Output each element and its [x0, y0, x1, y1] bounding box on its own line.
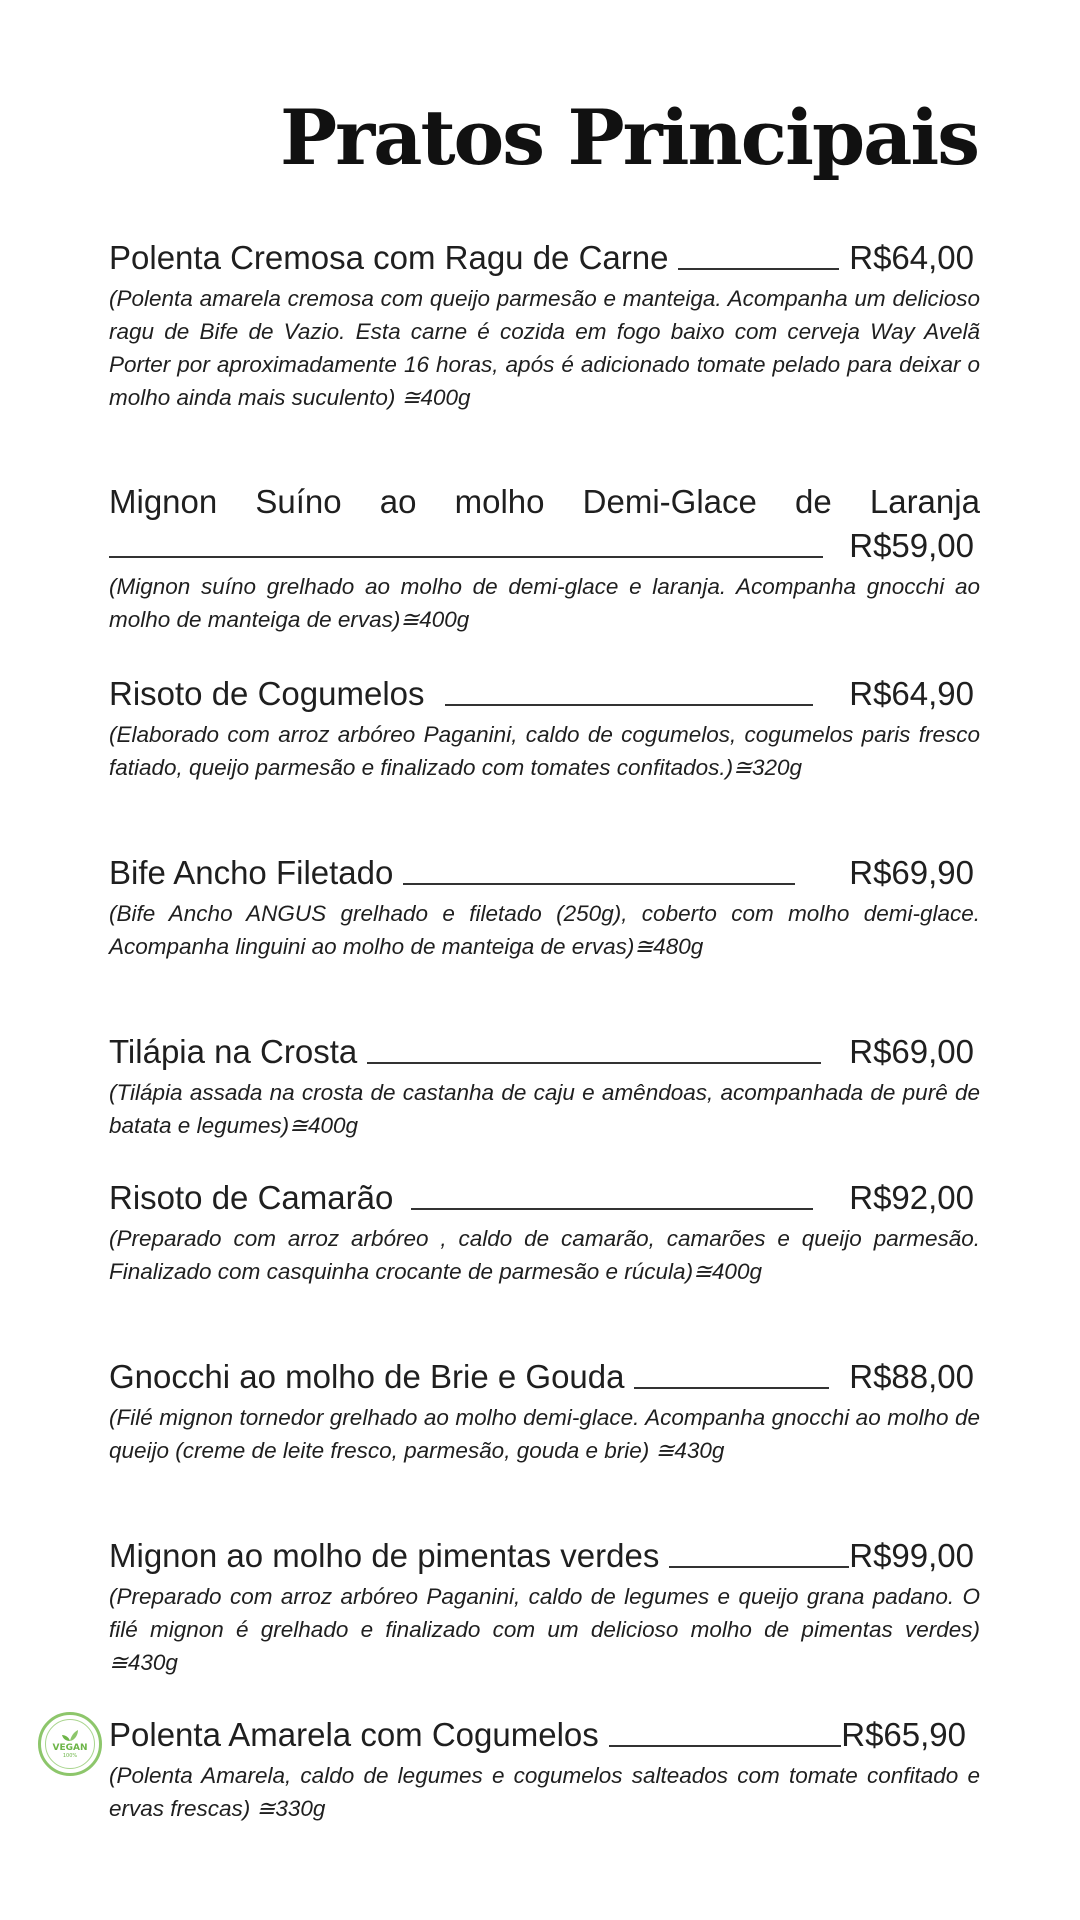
dish-price: R$59,00 [849, 527, 974, 564]
menu-item [109, 1713, 980, 1825]
dish-description: (Preparado com arroz arbóreo Paganini, caldo de legumes e queijo grana padano. O filé mignon é grelhado e finalizado com um delicioso molho de pimentas verdes) ≅430g [109, 1584, 980, 1675]
dish-description: (Filé mignon tornedor grelhado ao molho demi-glace. Acompanha gnocchi ao molho de queijo (creme de leite fresco, parmesão, gouda e brie) ≅430g [109, 1405, 980, 1463]
dotted-leader [609, 1745, 841, 1747]
menu-item [109, 236, 980, 414]
dish-name: Risoto de Camarão [109, 1179, 394, 1216]
vegan-label: VEGAN [52, 1743, 88, 1753]
menu-item-header [109, 1030, 980, 1074]
dish-name: Bife Ancho Filetado [109, 854, 394, 891]
menu-item-header [109, 1355, 980, 1399]
dotted-leader [109, 556, 823, 558]
menu-item-header [109, 1176, 980, 1220]
dish-name: Risoto de Cogumelos [109, 675, 425, 712]
dish-name: Gnocchi ao molho de Brie e Gouda [109, 1358, 625, 1395]
dotted-leader [678, 268, 839, 270]
dotted-leader [634, 1387, 829, 1389]
dish-price: R$64,90 [849, 675, 974, 712]
dish-price: R$69,90 [849, 854, 974, 891]
menu-item-header [109, 480, 980, 568]
dish-description: (Mignon suíno grelhado ao molho de demi-glace e laranja. Acompanha gnocchi ao molho de manteiga de ervas)≅400g [109, 574, 980, 632]
dish-price: R$92,00 [849, 1179, 974, 1216]
dish-price: R$64,00 [849, 239, 974, 276]
dish-description: (Elaborado com arroz arbóreo Paganini, caldo de cogumelos, cogumelos paris fresco fatiado, queijo parmesão e finalizado com tomates confitados.)≅320g [109, 722, 980, 780]
menu-item [109, 851, 980, 963]
dotted-leader [669, 1566, 849, 1568]
menu-item-header [109, 672, 980, 716]
menu-item-header [109, 851, 980, 895]
dish-name: Mignon ao molho de pimentas verdes [109, 1537, 660, 1574]
dish-price: R$88,00 [849, 1358, 974, 1395]
dish-name: Tilápia na Crosta [109, 1033, 358, 1070]
dish-name: Polenta Cremosa com Ragu de Carne [109, 239, 669, 276]
menu-item [109, 1355, 980, 1467]
dish-description: (Polenta amarela cremosa com queijo parmesão e manteiga. Acompanha um delicioso ragu de Bife de Vazio. Esta carne é cozida em fogo baixo com cerveja Way Avelã Porter por aproximadamente 16 horas, após é adicionado tomate pelado para deixar o molho ainda mais suculento) ≅400g [109, 286, 980, 410]
dish-description: (Tilápia assada na crosta de castanha de caju e amêndoas, acompanhada de purê de batata e legumes)≅400g [109, 1080, 980, 1138]
dotted-leader [445, 704, 814, 706]
menu-item [109, 1534, 980, 1679]
menu-item-header [109, 1534, 980, 1578]
dish-name: Mignon Suíno ao molho Demi-Glace de Laranja [109, 483, 980, 520]
dotted-leader [403, 883, 795, 885]
dish-price: R$99,00 [849, 1537, 974, 1574]
vegan-sublabel: 100% [62, 1753, 78, 1759]
vegan-badge [38, 1712, 102, 1776]
menu-item [109, 1176, 980, 1288]
dish-name: Polenta Amarela com Cogumelos [109, 1716, 599, 1753]
dish-description: (Bife Ancho ANGUS grelhado e filetado (250g), coberto com molho demi-glace. Acompanha linguini ao molho de manteiga de ervas)≅480g [109, 901, 980, 959]
dotted-leader [367, 1062, 821, 1064]
dish-description: (Preparado com arroz arbóreo , caldo de camarão, camarões e queijo parmesão. Finalizado com casquinha crocante de parmesão e rúcula)≅400g [109, 1226, 980, 1284]
menu-item [109, 672, 980, 784]
dish-price: R$65,90 [841, 1716, 966, 1753]
menu-item [109, 480, 980, 636]
dotted-leader [411, 1208, 813, 1210]
menu-item [109, 1030, 980, 1142]
dish-description: (Polenta Amarela, caldo de legumes e cogumelos salteados com tomate confitado e ervas frescas) ≅330g [109, 1763, 980, 1821]
page-title: Pratos Principais [280, 93, 978, 182]
leaf-icon [61, 1729, 79, 1742]
dish-price: R$69,00 [849, 1033, 974, 1070]
menu-item-header [109, 1713, 980, 1757]
menu-item-header [109, 236, 980, 280]
